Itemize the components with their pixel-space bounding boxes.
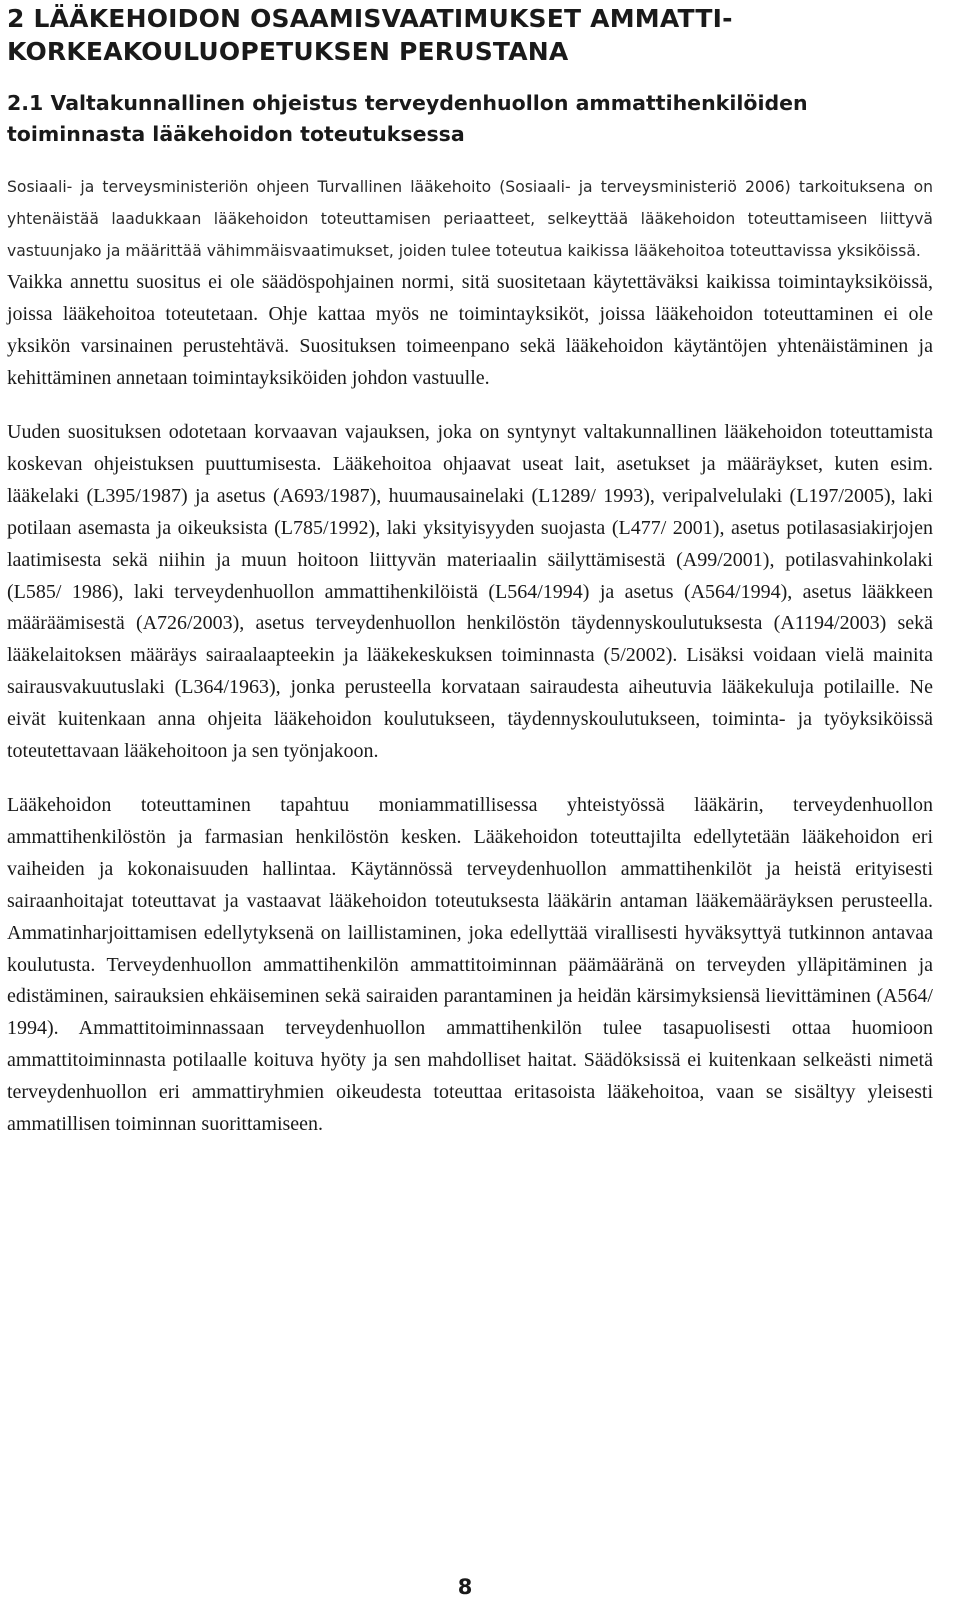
paragraph-2: Uuden suosituksen odotetaan korvaavan vajauksen, joka on syntynyt valtakunnallinen lääkehoidon toteuttamista koskevan ohjeistuksen puuttumisesta. Lääkehoitoa ohjaavat useat lait, asetukset ja määräykset, kuten esim. lääkelaki (L395/1987) ja asetus (A693/1987), huumausainelaki (L1289/ 1993), veripalvelulaki (L197/2005), laki potilaan asemasta ja oikeuksista (L785/1992), laki yksityisyyden suojasta (L477/ 2001), asetus potilasasiakirjojen laatimisesta sekä niihin ja muun hoitoon liittyvän materiaalin säilyttämisestä (A99/2001), potilasvahinkolaki (L585/ 1986), laki terveydenhuollon ammattihenkilöistä (L564/1994) ja asetus (A564/1994), asetus lääkkeen määräämisestä (A726/2003), asetus terveydenhuollon henkilöstön täydennyskoulutuksesta (A1194/2003) sekä lääkelaitoksen määräys sairaalaapteekin ja lääkekeskuksen toiminnasta (5/2002). Lisäksi voidaan vielä mainita sairausvakuutuslaki (L364/1963), jonka perusteella korvataan sairaudesta aiheutuvia lääkekuluja potilaille. Ne eivät kuitenkaan anna ohjeita lääkehoidon koulutukseen, täydennyskoulutukseen, toiminta- ja työyksiköissä toteutettavaan lääkehoitoon ja sen työnjakoon. bbox=[7, 421, 933, 763]
section-heading: 2.1 Valtakunnallinen ohjeistus terveydenhuollon ammattihenkilöiden toiminnasta lääkehoidon toteutuksessa bbox=[7, 91, 808, 146]
paragraph-3: Lääkehoidon toteuttaminen tapahtuu moniammatillisessa yhteistyössä lääkärin, terveydenhuollon ammattihenkilöstön ja farmasian henkilöstön kesken. Lääkehoidon toteuttajilta edellytetään lääkehoidon eri vaiheiden ja kokonaisuuden hallintaa. Käytännössä terveydenhuollon ammattihenkilöt ja heistä erityisesti sairaanhoitajat toteuttavat ja vastaavat lääkehoidon toteutuksesta lääkärin antaman lääkemääräyksen perusteella. Ammatinharjoittamisen edellytyksenä on laillistaminen, joka edellyttää virallisesti hyväksyttyä tutkinnon antavaa koulutusta. Terveydenhuollon ammattihenkilön ammattitoiminnan päämääränä on terveyden ylläpitäminen ja edistäminen, sairauksien ehkäiseminen sekä sairaiden parantaminen ja heidän kärsimyksiensä lievittäminen (A564/ 1994). Ammattitoiminnassaan terveydenhuollon ammattihenkilön tulee tasapuolisesti ottaa huomioon ammattitoiminnasta potilaalle koituva hyöty ja sen mahdolliset haitat. Säädöksissä ei kuitenkaan selkeästi nimetä terveydenhuollon eri ammattiryhmien oikeudesta toteuttaa eritasoista lääkehoitoa, vaan se sisältyy yleisesti ammatillisen toiminnan suorittamiseen. bbox=[7, 793, 933, 1136]
paragraph-1-sans-part: Sosiaali- ja terveysministeriön ohjeen Turvallinen lääkehoito (Sosiaali- ja terveysministeriö 2006) tarkoituksena on yhtenäistää laadukkaan lääkehoidon toteuttamisen periaatteet, selkeyttää lääkehoidon toteuttamiseen liittyvä vastuunjako ja määrittää vähimmäisvaatimukset, joiden tulee toteutua kaikissa lääkehoitoa toteuttavissa yksiköissä. bbox=[7, 178, 933, 260]
chapter-heading-line-2: KORKEAKOULUOPETUKSEN PERUSTANA bbox=[7, 37, 569, 66]
page-number: 8 bbox=[457, 1575, 473, 1599]
chapter-heading-line-1: 2 LÄÄKEHOIDON OSAAMISVAATIMUKSET AMMATTI- bbox=[7, 4, 733, 33]
chapter-heading bbox=[7, 2, 933, 68]
paragraph-1 bbox=[7, 172, 933, 395]
document-page bbox=[7, 0, 933, 1141]
paragraph-1-serif-part: Vaikka annettu suositus ei ole säädöspohjainen normi, sitä suositetaan käytettäväksi kaikissa toimintayksiköissä, joissa lääkehoitoa toteutetaan. Ohje kattaa myös ne toimintayksiköt, joissa lääkehoidon toteuttaminen ei ole yksikön varsinainen perustehtävä. Suosituksen toimeenpano sekä lääkehoidon käytäntöjen yhtenäistäminen ja kehittäminen annetaan toimintayksiköiden johdon vastuulle. bbox=[7, 271, 933, 390]
